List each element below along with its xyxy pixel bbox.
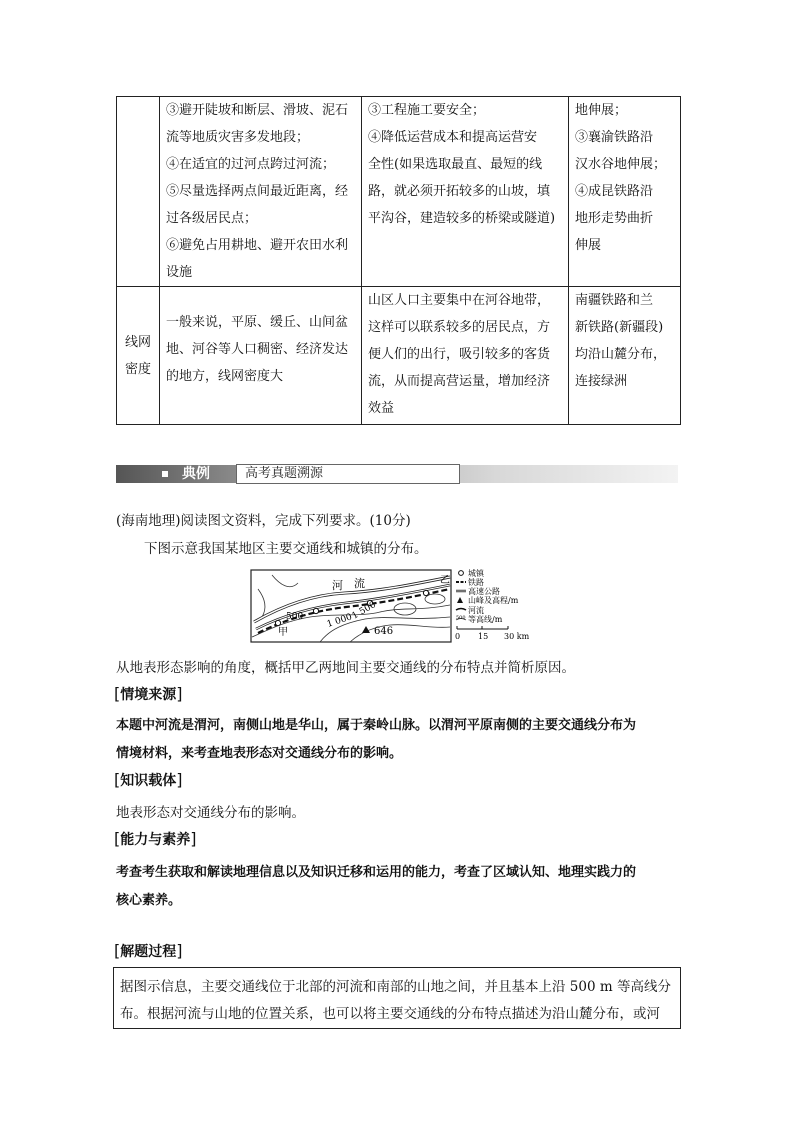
section-tag: 高考真题溯源	[236, 464, 460, 484]
table-cell: 地伸展； ③襄渝铁路沿 汉水谷地伸展； ④成昆铁路沿 地形走势曲折 伸展	[569, 97, 681, 287]
context-line-1: 本题中河流是渭河，南侧山地是华山，属于秦岭山脉。以渭河平原南侧的主要交通线分布为	[116, 718, 637, 733]
transport-map	[250, 567, 545, 645]
table-cell: ③避开陡坡和断层、滑坡、泥石 流等地质灾害多发地段； ④在适宜的过河点跨过河流； ⑤尽量选择两点间最近距离，经 过各级居民点； ⑥避免占用耕地、避开农田水利 设施	[160, 97, 362, 287]
map-legend	[455, 568, 530, 641]
knowledge-line-1: 地表形态对交通线分布的影响。	[116, 805, 305, 821]
scale-label: 30 km	[504, 632, 530, 641]
map-figure	[250, 567, 545, 645]
figure-caption: 下图示意我国某地区主要交通线和城镇的分布。	[144, 541, 428, 557]
heading-context: [情境来源]	[114, 684, 183, 703]
place-jia-label: 甲	[278, 627, 288, 638]
contour-1500-label: 1 500	[350, 600, 378, 622]
scale-label: 15	[478, 632, 489, 641]
legend-item: 铁路	[468, 578, 484, 587]
table-cell: 山区人口主要集中在河谷地带， 这样可以联系较多的居民点，方 便人们的出行，吸引较多的客货 流，从而提高营运量，增加经济 效益	[362, 287, 569, 425]
table-row-header: 线网 密度	[117, 287, 160, 425]
legend-town-icon	[459, 571, 464, 576]
heading-solution: [解题过程]	[114, 941, 183, 960]
transport-line-table	[116, 96, 681, 425]
table-cell: 一般来说，平原、缓丘、山间盆 地、河谷等人口稠密、经济发达 的地方，线网密度大	[160, 287, 362, 425]
section-title: 典例	[182, 466, 210, 482]
heading-knowledge: [知识载体]	[114, 770, 183, 789]
legend-contour-prefix: 500	[456, 615, 466, 621]
peak-label: 646	[374, 626, 394, 637]
legend-item: 山峰及高程/m	[468, 596, 519, 605]
question-intro: (海南地理)阅读图文资料，完成下列要求。(10分)	[116, 513, 411, 529]
section-banner	[116, 462, 678, 486]
contour-1000-label: 1 000	[325, 612, 354, 630]
context-line-2: 情境材料，来考查地表形态对交通线分布的影响。	[116, 746, 403, 761]
place-yi-label: 乙	[440, 575, 450, 586]
town-marker	[423, 590, 428, 595]
scale-label: 0	[455, 632, 461, 641]
answer-box	[113, 967, 681, 1029]
legend-item: 河流	[468, 606, 484, 615]
table-cell: 南疆铁路和兰 新铁路(新疆段) 均沿山麓分布， 连接绿洲	[569, 287, 681, 425]
answer-line-1: 据图示信息，主要交通线位于北部的河流和南部的山地之间，并且基本上沿 500 m 等高线分	[120, 979, 671, 995]
river-label: 河	[332, 579, 343, 592]
table-row	[117, 97, 681, 287]
river-label-2: 流	[354, 577, 365, 590]
legend-item: 等高线/m	[468, 615, 503, 624]
bullet-square-icon	[162, 471, 168, 477]
legend-item: 城镇	[468, 569, 484, 578]
legend-peak-icon	[457, 597, 463, 603]
table-cell: ③工程施工要安全； ④降低运营成本和提高运营安 全性(如果选取最直、最短的线 路，就必须开拓较多的山坡，填 平沟谷，建造较多的桥梁或隧道)	[362, 97, 569, 287]
table-row	[117, 287, 681, 425]
contour-500-label: 500	[286, 612, 304, 622]
table-cell-empty-head	[117, 97, 160, 287]
town-marker	[275, 620, 280, 625]
heading-ability: [能力与素养]	[114, 829, 197, 848]
answer-line-2: 布。根据河流与山地的位置关系，也可以将主要交通线的分布特点描述为沿山麓分布，或河	[120, 1006, 660, 1022]
ability-line-1: 考查考生获取和解读地理信息以及知识迁移和运用的能力，考查了区域认知、地理实践力的	[116, 865, 637, 880]
legend-river-icon	[456, 609, 466, 611]
ability-line-2: 核心素养。	[116, 893, 182, 908]
town-marker	[313, 608, 318, 613]
question-ask: 从地表形态影响的角度，概括甲乙两地间主要交通线的分布特点并简析原因。	[116, 660, 575, 676]
legend-item: 高速公路	[468, 587, 500, 596]
